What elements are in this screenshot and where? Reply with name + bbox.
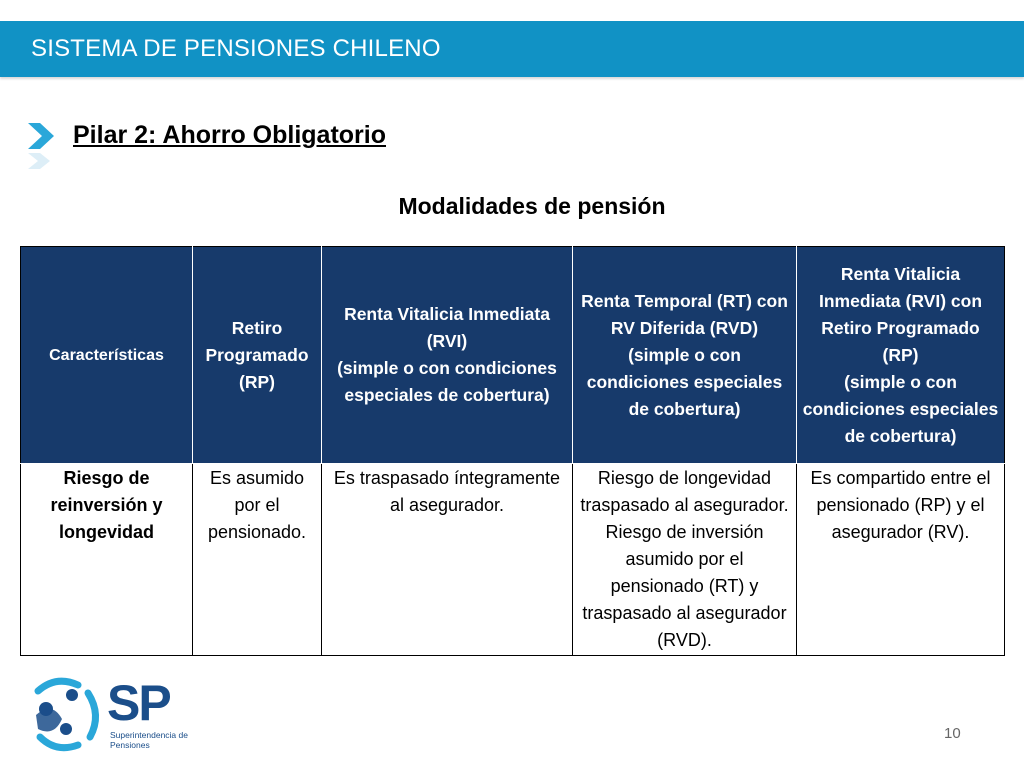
header-label: Retiro Programado (RP) [205,317,309,392]
logo-subtitle: Superintendencia de Pensiones [110,730,188,750]
header-rt-rvd [573,247,797,464]
section-title: Modalidades de pensión [398,193,666,219]
header-rvi [322,247,573,464]
chevron-right-icon [26,121,58,171]
table-header-row [21,247,1005,464]
row-label: Riesgo de reinversión y longevidad [21,464,193,656]
header-label: Características [49,346,164,364]
table-cell: Es traspasado íntegramente al asegurador. [322,464,573,656]
page-number: 10 [944,725,961,742]
header-characteristics [21,247,193,464]
pillar-title: Pilar 2: Ahorro Obligatorio [73,121,386,149]
table-cell: Riesgo de longevidad traspasado al asegurador. Riesgo de inversión asumido por el pensionado (RT) y traspasado al asegurador (RVD). [573,464,797,656]
pension-modalities-table [20,246,1005,656]
header-rvi-rp [797,247,1005,464]
header-label: Renta Temporal (RT) con RV Diferida (RVD) (simple o con condiciones especiales de cobertura) [581,290,788,419]
logo-acronym: SP [107,675,170,731]
header-title: SISTEMA DE PENSIONES CHILENO [31,35,441,62]
table-cell: Es compartido entre el pensionado (RP) y el asegurador (RV). [797,464,1005,656]
header-label: Renta Vitalicia Inmediata (RVI) con Retiro Programado (RP) (simple o con condiciones especiales de cobertura) [802,263,999,446]
table-row [21,464,1005,656]
header-label: Renta Vitalicia Inmediata (RVI) (simple o con condiciones especiales de cobertura) [337,304,557,405]
header-retiro-programado [193,247,322,464]
table-cell: Es asumido por el pensionado. [193,464,322,656]
